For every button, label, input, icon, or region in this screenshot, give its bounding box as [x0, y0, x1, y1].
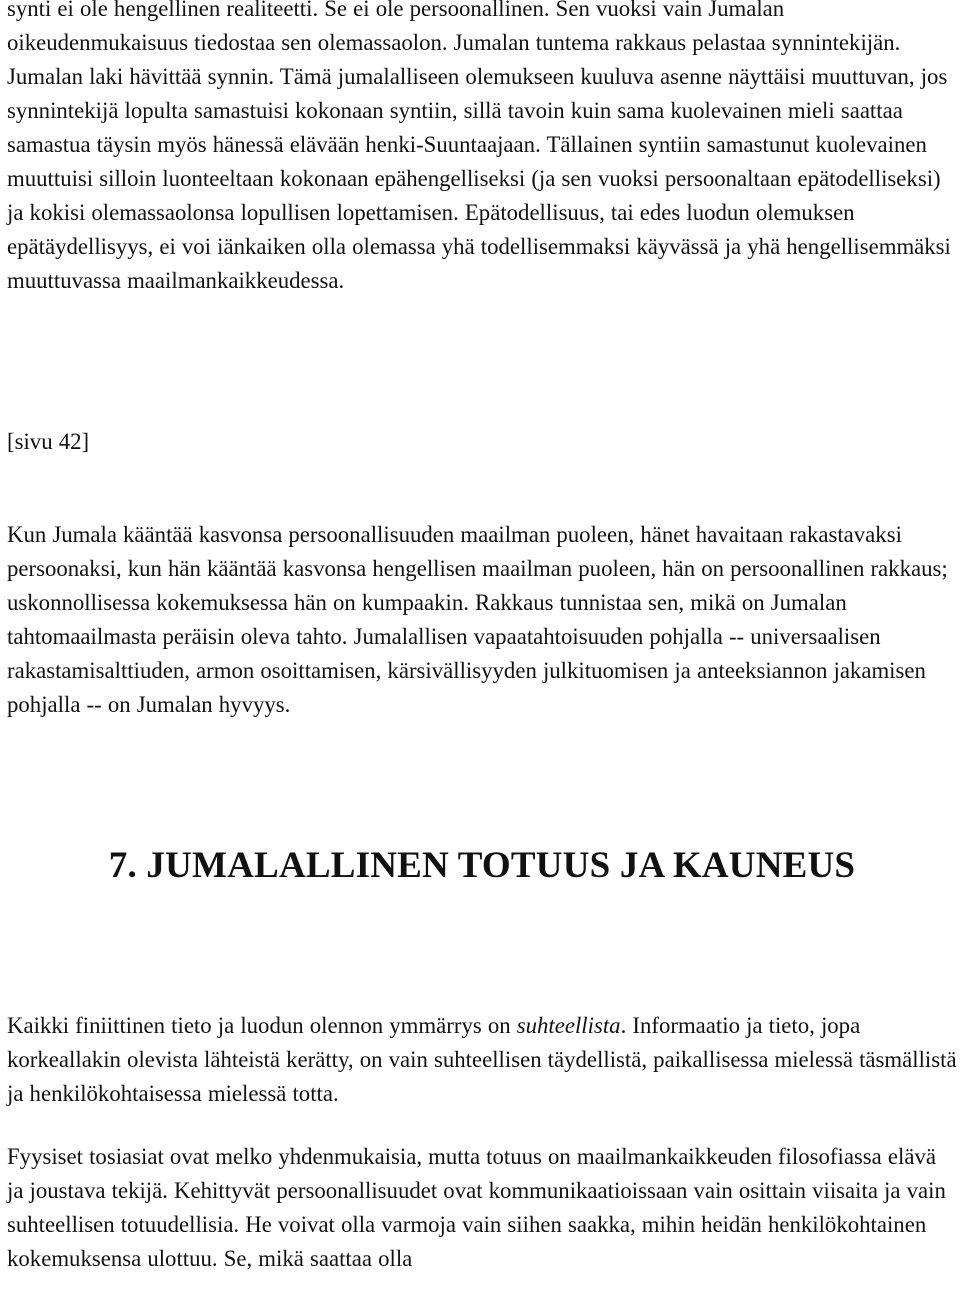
paragraph-physical-facts: Fyysiset tosiasiat ovat melko yhdenmukaisia, mutta totuus on maailmankaikkeuden filosofiassa elävä ja joustava tekijä. Kehittyvät persoonallisuudet ovat kommunikaatioissaan vain osittain viisaita ja vain suhteellisen totuudellisia. He voivat olla varmoja vain siihen saakka, mihin heidän henkilökohtainen kokemuksensa ulottuu. Se, mikä saattaa olla — [7, 1144, 946, 1271]
emphasized-word: suhteellista — [516, 1013, 621, 1038]
paragraph-sin-and-justice: synti ei ole hengellinen realiteetti. Se ei ole persoonallinen. Sen vuoksi vain Jumalan oikeudenmukaisuus tiedostaa sen olemassaolon. Jumalan tuntema rakkaus pelastaa synnintekijän. Jumalan laki hävittää synnin. Tämä jumalalliseen olemukseen kuuluva asenne näyttäisi muuttuvan, jos synnintekijä lopulta samastuisi kokonaan syntiin, sillä tavoin kuin sama kuolevainen mieli saattaa samastua täysin myös hänessä elävään henki-Suuntaajaan. Tällainen syntiin samastunut kuolevainen muuttuisi silloin luonteeltaan kokonaan epähengelliseksi (ja sen vuoksi persoonaltaan epätodelliseksi) ja kokisi olemassaolonsa lopullisen lopettamisen. Epätodellisuus, tai edes luodun olemuksen epätäydellisyys, ei voi iänkaiken olla olemassa yhä todellisemmaksi käyvässä ja yhä hengellisemmäksi muuttuvassa maailmankaikkeudessa. — [7, 0, 951, 293]
paragraph-text-start: Kaikki finiittinen tieto ja luodun olennon ymmärrys on — [7, 1013, 517, 1038]
page-marker: [sivu 42] — [7, 429, 90, 454]
paragraph-relative-knowledge — [7, 1009, 960, 1111]
paragraph-divine-love: Kun Jumala kääntää kasvonsa persoonallisuuden maailman puoleen, hänet havaitaan rakastavaksi persoonaksi, kun hän kääntää kasvonsa hengellisen maailman puoleen, hän on persoonallinen rakkaus; uskonnollisessa kokemuksessa hän on kumpaakin. Rakkaus tunnistaa sen, mikä on Jumalan tahtomaailmasta peräisin oleva tahto. Jumalallisen vapaatahtoisuuden pohjalla -- universaalisen rakastamisalttiuden, armon osoittamisen, kärsivällisyyden julkituomisen ja anteeksiannon jakamisen pohjalla -- on Jumalan hyvyys. — [7, 522, 948, 717]
paragraph-text-end: . Informaatio ja tieto, jopa korkeallakin olevista lähteistä kerätty, on vain suhteellisen täydellistä, paikallisessa mielessä täsmällistä ja henkilökohtaisessa mielessä totta. — [7, 1013, 957, 1106]
chapter-heading: 7. JUMALALLINEN TOTUUS JA KAUNEUS — [108, 845, 856, 886]
